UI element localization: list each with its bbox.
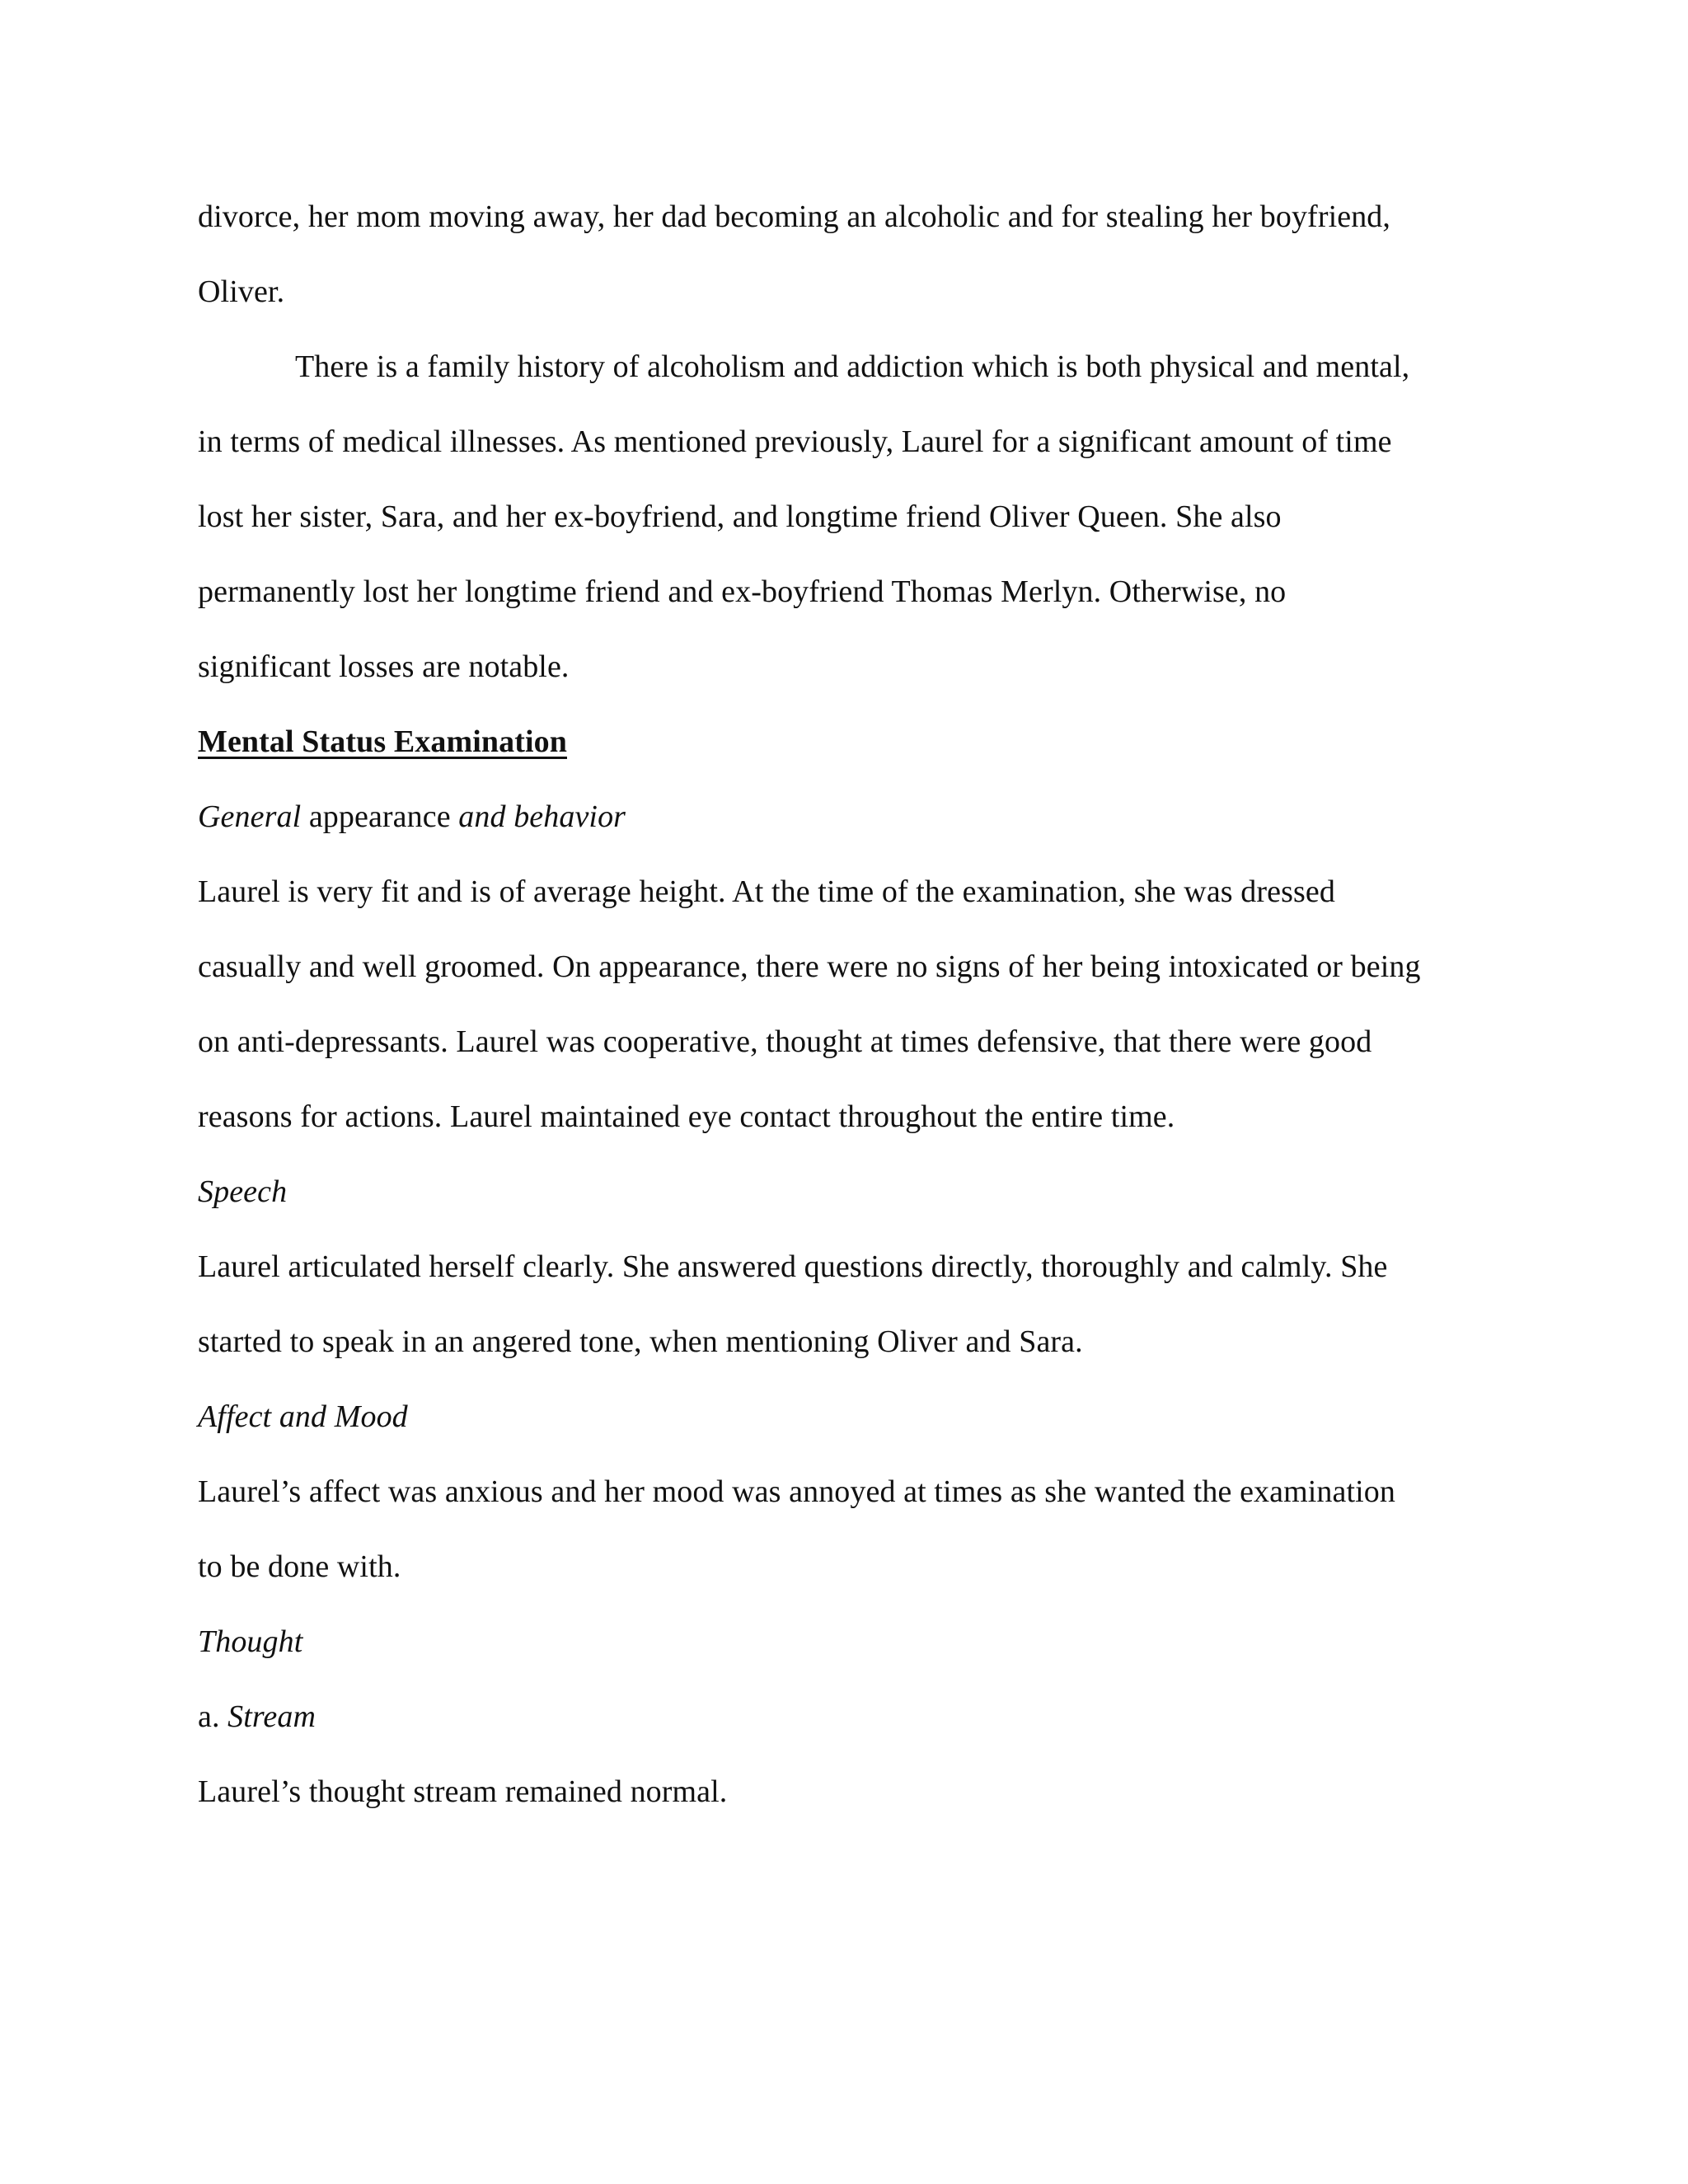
subheading-part: General (198, 799, 302, 834)
subheading-general-appearance (198, 798, 626, 836)
text-line: Laurel’s thought stream remained normal. (198, 1774, 728, 1809)
text-line: Laurel is very fit and is of average height. At the time of the examination, she was dressed (198, 874, 1335, 909)
text-line: casually and well groomed. On appearance, there were no signs of her being intoxicated or being (198, 949, 1421, 984)
text-line: permanently lost her longtime friend and ex-boyfriend Thomas Merlyn. Otherwise, no (198, 574, 1287, 609)
section-heading: Mental Status Examination (198, 724, 567, 759)
text-line: started to speak in an angered tone, when mentioning Oliver and Sara. (198, 1324, 1083, 1359)
subheading-affect-mood: Affect and Mood (198, 1399, 408, 1434)
subheading-stream-label: Stream (227, 1699, 316, 1734)
text-line: in terms of medical illnesses. As mentioned previously, Laurel for a significant amount of time (198, 424, 1392, 459)
text-line: lost her sister, Sara, and her ex-boyfriend, and longtime friend Oliver Queen. She also (198, 499, 1282, 534)
text-line: There is a family history of alcoholism and addiction which is both physical and mental, (295, 349, 1410, 384)
subheading-part: appearance (301, 799, 459, 834)
text-line: to be done with. (198, 1549, 401, 1584)
text-line: Laurel’s affect was anxious and her mood was annoyed at times as she wanted the examination (198, 1474, 1396, 1509)
list-marker: a. (198, 1699, 228, 1734)
text-line: divorce, her mom moving away, her dad becoming an alcoholic and for stealing her boyfriend, (198, 199, 1390, 234)
subheading-thought: Thought (198, 1624, 303, 1659)
text-line: Laurel articulated herself clearly. She answered questions directly, thoroughly and calmly. She (198, 1249, 1388, 1284)
text-line: on anti-depressants. Laurel was cooperative, thought at times defensive, that there were good (198, 1024, 1372, 1059)
subheading-stream (198, 1698, 316, 1736)
text-line: significant losses are notable. (198, 649, 570, 684)
subheading-speech: Speech (198, 1174, 288, 1209)
text-line: Oliver. (198, 274, 285, 309)
subheading-part: and behavior (458, 799, 626, 834)
text-line: reasons for actions. Laurel maintained eye contact throughout the entire time. (198, 1099, 1175, 1134)
